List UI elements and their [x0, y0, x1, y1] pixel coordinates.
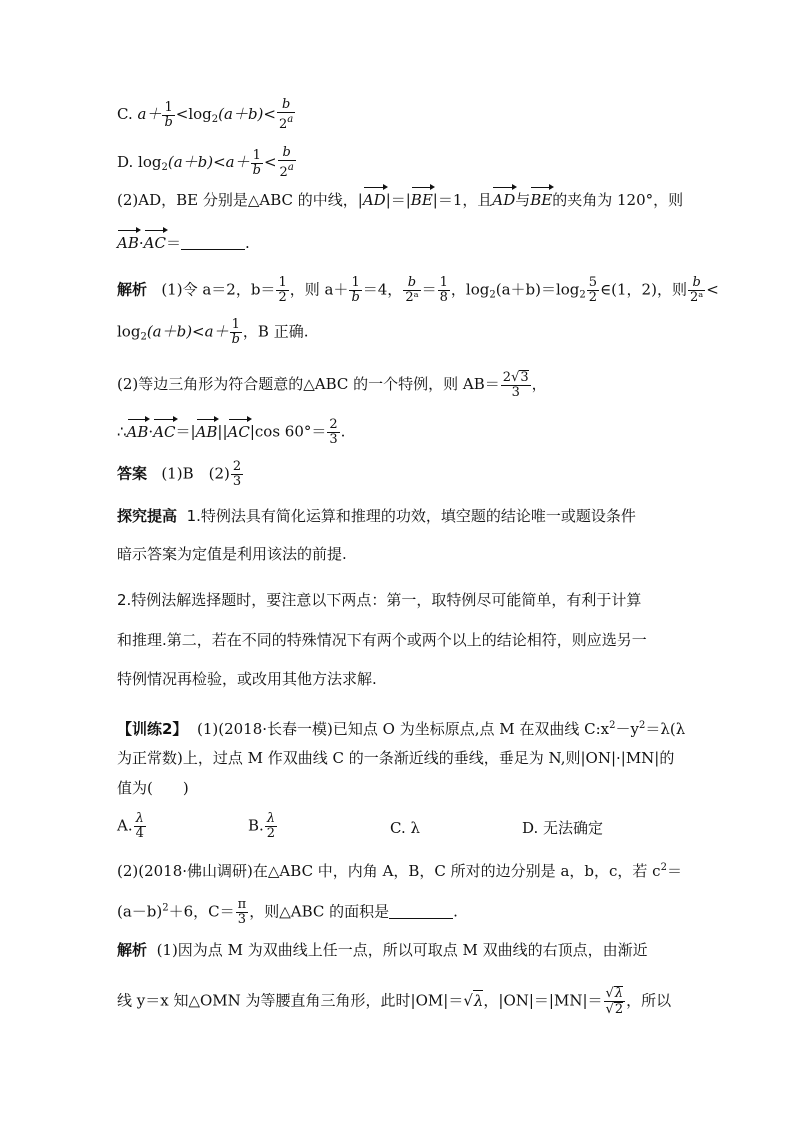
answer-blank [181, 235, 245, 250]
answer-line: 答案 (1)B (2) $\frac{2}{3}$ [117, 459, 242, 489]
solution-2-line-1: (2)等边三角形为符合题意的△ABC 的一个特例，则 AB＝ $\frac{2√3}{3}$ ， [117, 370, 547, 400]
option-c: C. a＋ $\frac{1}{b}$ $<\log_2(a+b)<$ $\frac{b}{2^a}$ [117, 97, 294, 132]
explore-p2-line-1: 2.特例法解选择题时，要注意以下两点：第一，取特例尽可能简单，有利于计算 [117, 591, 642, 609]
solution-label: 解析 [117, 941, 148, 959]
option-d: D. $\log_2(a+b)<a+$ $\frac{1}{b}$ < $\frac{b}{2^a}$ [117, 145, 294, 180]
fraction: $\frac{1}{b}$ [164, 99, 173, 130]
explore-label: 探究提高 [117, 507, 178, 525]
training-q2-line-1: (2)(2018·佛山调研)在△ABC 中，内角 A，B，C 所对的边分别是 a，b，c，若 $c^2=$ [117, 862, 682, 880]
question-2-cont: AB·AC＝ . [117, 234, 250, 252]
explore-p2-line-3: 特例情况再检验，或改用其他方法求解. [117, 670, 377, 688]
explore-p1-line-1: 探究提高 1.特例法具有简化运算和推理的功效，填空题的结论唯一或题设条件 [117, 507, 636, 525]
training-line-1: 【训练2】 (1)(2018·长春一模)已知点 O 为坐标原点,点 M 在双曲线 $C:x^2-y^2=\lambda(\lambda$ [117, 720, 686, 738]
training-option-b: B. $\frac{\lambda}{2}$ [248, 811, 276, 841]
solution-3-line-1: 解析 (1)因为点 M 为双曲线上任一点，所以可取点 M 双曲线的右顶点，由渐近 [117, 941, 648, 959]
explore-p2-line-2: 和推理.第二，若在不同的特殊情况下有两个或两个以上的结论相符，则应选另一 [117, 631, 647, 649]
training-option-d: D. 无法确定 [522, 819, 604, 837]
answer-blank [389, 904, 453, 919]
training-option-c: C. λ [390, 819, 420, 837]
solution-2-line-2: ∴AB·AC＝|AB||AC|cos 60°＝ $\frac{2}{3}$ . [117, 417, 346, 447]
answer-label: 答案 [117, 464, 148, 483]
fraction: $\frac{b}{2^a}$ [278, 97, 294, 132]
training-label: 【训练2】 [117, 720, 188, 738]
training-line-2: 为正常数)上，过点 M 作双曲线 C 的一条渐近线的垂线，垂足为 N,则|ON|·|MN|的 [117, 749, 675, 767]
solution-label: 解析 [117, 280, 148, 299]
training-q2-line-2: $(a-b)^2+6$，C＝ $\frac{\pi}{3}$ ，则△ABC 的面积是 . [117, 897, 458, 927]
explore-p1-line-2: 暗示答案为定值是利用该法的前提. [117, 545, 347, 563]
fraction: $\frac{b}{2^a}$ [279, 145, 294, 180]
solution-1-line-1: 解析 (1)令 a＝2，b＝ $\frac{1}{2}$ ，则 a＋ $\frac{1}{b}$ ＝4， $\frac{b}{\text{2ᵃ}}$ ＝ $\frac{1}{8}$ ，$\log_2(a+b)=\log_2$ $\frac{5}{2}$ ∈(1，2)，则 $\frac{b}{\text{2ᵃ}}$ < [117, 275, 719, 305]
fraction: $\frac{1}{b}$ [252, 147, 261, 178]
training-option-a: A. $\frac{\lambda}{4}$ [117, 811, 144, 841]
solution-1-line-2: $\log_2(a+b)<a+$ $\frac{1}{b}$ ，B 正确. [117, 317, 309, 347]
solution-3-line-2: 线 y＝x 知△OMN 为等腰直角三角形，此时|OM|＝√λ，|ON|＝|MN|＝ $\frac{√\lambda}{√2}$ ，所以 [117, 986, 672, 1017]
training-line-3: 值为( ) [117, 779, 189, 797]
question-2: (2)AD，BE 分别是△ABC 的中线，|AD|＝|BE|＝1，且AD与BE的夹角为 120°，则 [117, 191, 684, 209]
